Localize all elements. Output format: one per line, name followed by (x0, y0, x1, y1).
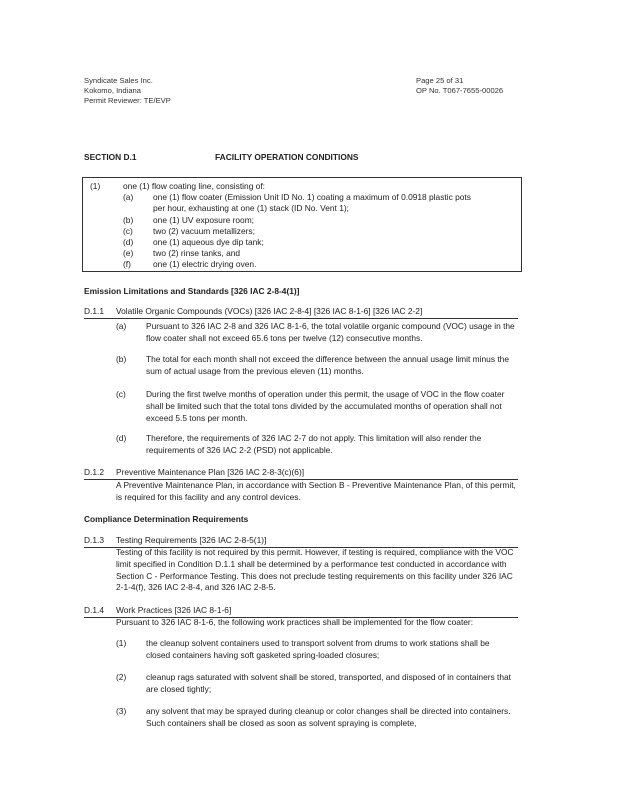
d13-text: Testing of this facility is not required by this permit. However, if testing is required, compliance with the VOC limit specified in Condition D.1.1 shall be determined by a performance test conducted in accordance with Section C - Performance Testing. This does not preclude testing requirements on this facility under 326 IAC 2-1-4(f), 326 IAC 2-8-4, and 326 IAC 2-8-5. (116, 547, 514, 593)
d14-2-key: (2) (116, 672, 127, 682)
facility-label: (1) (90, 181, 101, 191)
d11-d-text: Therefore, the requirements of 326 IAC 2-7 do not apply. This limitation will also render the requirements of 326 IAC 2-2 (PSD) not applicable. (146, 433, 482, 455)
facility-item-b-key: (b) (123, 215, 134, 225)
d13-title: Testing Requirements [326 IAC 2-8-5(1)] (116, 535, 267, 545)
permit-reviewer: Permit Reviewer: TE/EVP (84, 96, 171, 105)
d14-2-text: cleanup rags saturated with solvent shall be stored, transported, and disposed of in containers that are closed tightly; (146, 672, 511, 694)
d14-1-key: (1) (116, 638, 127, 648)
facility-intro: one (1) flow coating line, consisting of: (123, 181, 265, 191)
d11-a-text: Pursuant to 326 IAC 2-8 and 326 IAC 8-1-6, the total volatile organic compound (VOC) usage in the flow coater shall not exceed 65.6 tons per twelve (12) consecutive months. (146, 321, 515, 343)
section-title: FACILITY OPERATION CONDITIONS (215, 152, 359, 162)
d11-a-key: (a) (116, 321, 127, 331)
d11-c-text: During the first twelve months of operation under this permit, the usage of VOC in the flow coater shall be limited such that the total tons divided by the accumulated months of operation shall not exceed 5.5 tons per month. (146, 389, 505, 423)
d13-number: D.1.3 (84, 535, 105, 545)
d14-3-key: (3) (116, 706, 127, 716)
facility-item-c-key: (c) (123, 226, 133, 236)
d14-title: Work Practices [326 IAC 8-1-6] (116, 605, 232, 615)
company-location: Kokomo, Indiana (84, 86, 141, 95)
d11-number: D.1.1 (84, 306, 105, 316)
facility-item-f: one (1) electric drying oven. (153, 259, 257, 269)
d12-text: A Preventive Maintenance Plan, in accordance with Section B - Preventive Maintenance Plan, of this permit, is required for this facility and any control devices. (116, 480, 516, 502)
d11-rule (84, 318, 518, 319)
facility-item-e-key: (e) (123, 248, 134, 258)
d12-number: D.1.2 (84, 467, 105, 477)
d14-1-text: the cleanup solvent containers used to transport solvent from drums to work stations shall be closed containers having soft gasketed spring-loaded closures; (146, 638, 490, 660)
d14-3-text: any solvent that may be sprayed during cleanup or color changes shall be directed into containers. Such containers shall be closed as soon as solvent spraying is complete, (146, 706, 511, 728)
page-number: Page 25 of 31 (416, 76, 464, 85)
permit-number: OP No. T067-7655-00026 (416, 86, 504, 95)
header-left (84, 76, 171, 106)
facility-item-e: two (2) rinse tanks, and (153, 248, 241, 258)
header-right (416, 76, 503, 96)
d14-intro: Pursuant to 326 IAC 8-1-6, the following work practices shall be implemented for the flow coater: (116, 617, 474, 627)
facility-description-box (82, 177, 522, 272)
facility-item-d: one (1) aqueous dye dip tank; (153, 237, 264, 247)
d11-title: Volatile Organic Compounds (VOCs) [326 IAC 2-8-4] [326 IAC 8-1-6] [326 IAC 2-2] (116, 306, 423, 316)
facility-item-c: two (2) vacuum metallizers; (153, 226, 255, 236)
d12-title: Preventive Maintenance Plan [326 IAC 2-8-3(c)(6)] (116, 467, 305, 477)
compliance-heading: Compliance Determination Requirements (84, 514, 249, 524)
emission-heading: Emission Limitations and Standards [326 IAC 2-8-4(1)] (84, 286, 300, 296)
facility-item-d-key: (d) (123, 237, 134, 247)
d11-b-key: (b) (116, 354, 127, 364)
d11-c-key: (c) (116, 389, 126, 399)
facility-item-b: one (1) UV exposure room; (153, 215, 255, 225)
d14-number: D.1.4 (84, 605, 105, 615)
d11-d-key: (d) (116, 433, 127, 443)
section-number: SECTION D.1 (84, 152, 137, 162)
facility-item-a-key: (a) (123, 192, 134, 202)
facility-item-a-line2: per hour, exhausting at one (1) stack (ID No. Vent 1); (153, 203, 349, 213)
facility-item-a-line1: one (1) flow coater (Emission Unit ID No. 1) coating a maximum of 0.0918 plastic pots (153, 192, 471, 202)
facility-item-f-key: (f) (123, 259, 131, 269)
company-name: Syndicate Sales Inc. (84, 76, 153, 85)
d11-b-text: The total for each month shall not exceed the difference between the annual usage limit minus the sum of actual usage from the previous eleven (11) months. (146, 354, 509, 376)
